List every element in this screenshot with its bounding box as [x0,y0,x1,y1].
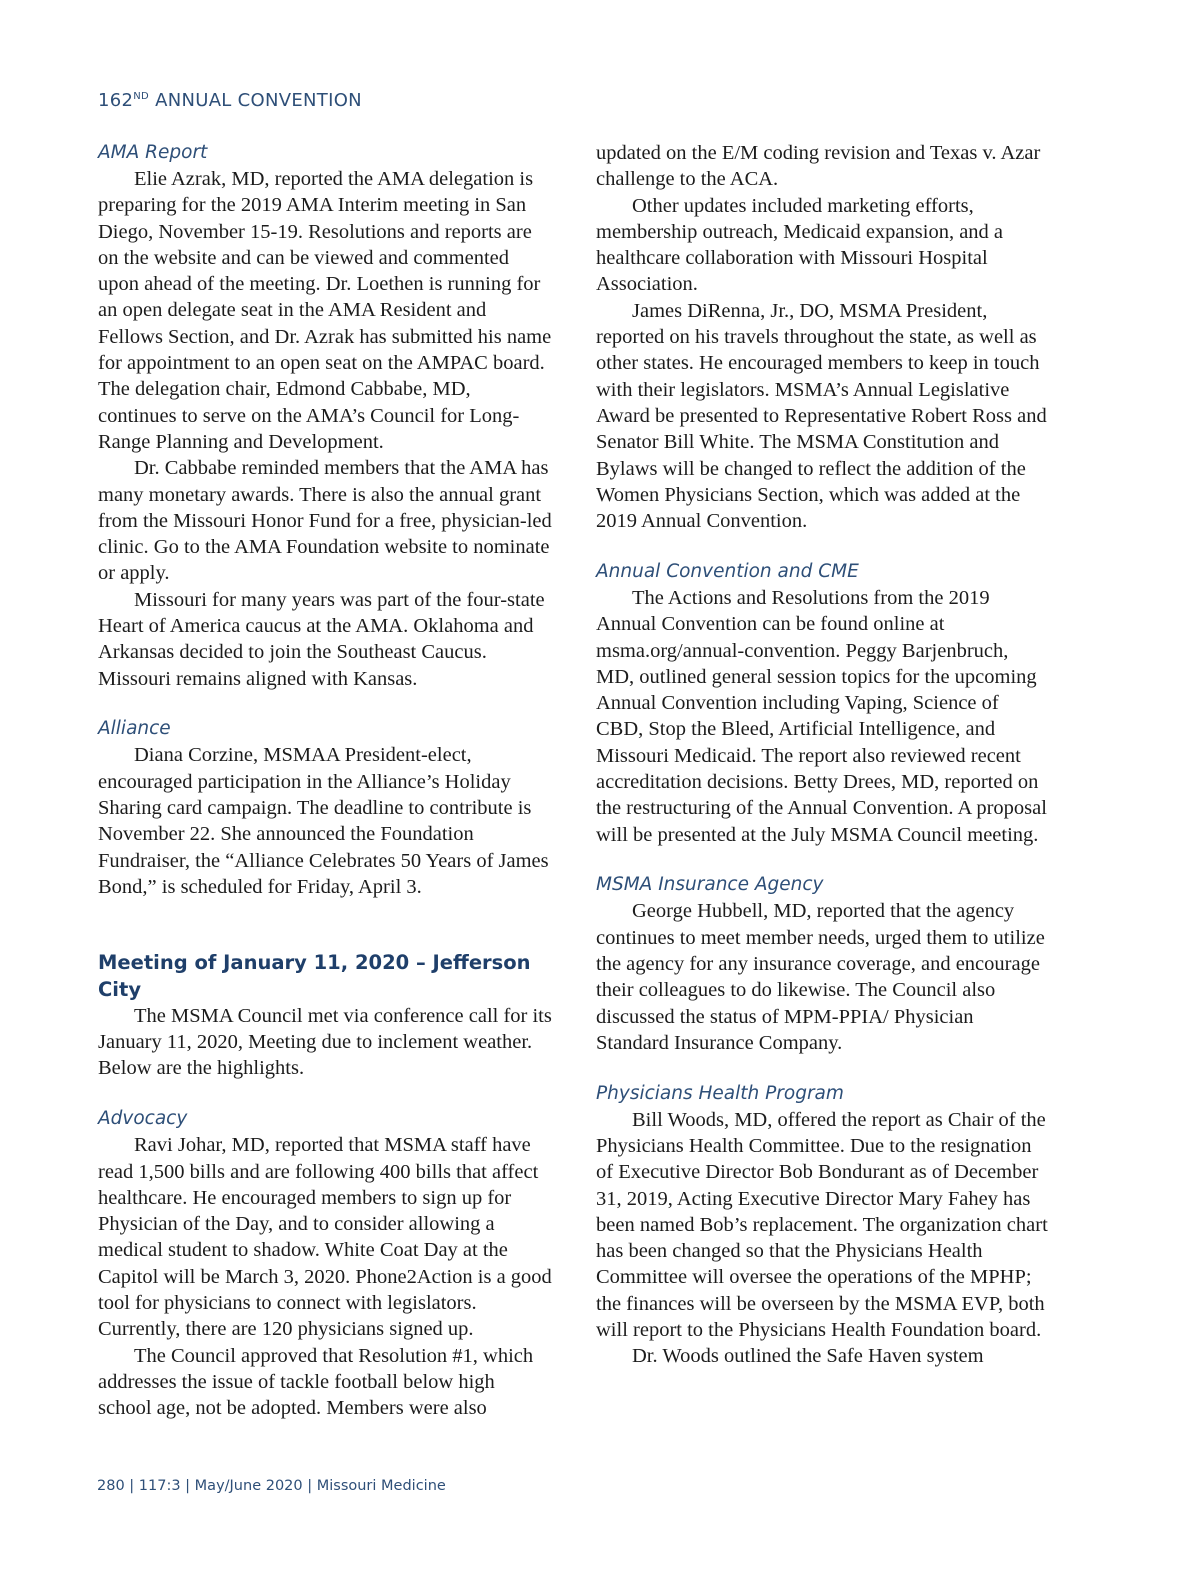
paragraph: Ravi Johar, MD, reported that MSMA staff have read 1,500 bills and are following 400 bills that affect healthcare. He encouraged members to sign up for Physician of the Day, and to consider allowing a medical student to shadow. White Coat Day at the Capitol will be March 3, 2020. Phone2Action is a good tool for physicians to connect with legislators. Currently, there are 120 physicians signed up. [98,1134,552,1341]
paragraph: Bill Woods, MD, offered the report as Chair of the Physicians Health Committee. Due to the resignation of Executive Director Bob Bondurant as of December 31, 2019, Acting Executive Director Mary Fahey has been named Bob’s replacement. The organization chart has been changed so that the Physicians Health Committee will oversee the operations of the MPHP; the finances will be overseen by the MSMA EVP, both will report to the Physicians Health Foundation board. [596,1108,1048,1342]
ordinal-suffix: ND [133,91,150,102]
edition-number: 162 [98,90,134,111]
section-heading-advocacy: Advocacy [98,1108,188,1130]
section-heading-alliance: Alliance [98,718,171,740]
paragraph: James DiRenna, Jr., DO, MSMA President, reported on his travels throughout the state, as well as other states. He encouraged members to keep in touch with their legislators. MSMA’s Annual Legislative Award be presented to Representative Robert Ross and Senator Bill White. The MSMA Constitution and Bylaws will be changed to reflect the addition of the Women Physicians Section, which was added at the 2019 Annual Convention. [596,299,1047,533]
paragraph: Missouri for many years was part of the four-state Heart of America caucus at the AMA. Oklahoma and Arkansas decided to join the Southeast Caucus. Missouri remains aligned with Kansas. [98,588,545,690]
running-head-title: ANNUAL CONVENTION [155,90,362,111]
section-heading-health-program: Physicians Health Program [596,1082,844,1104]
paragraph: Diana Corzine, MSMAA President-elect, encouraged participation in the Alliance’s Holiday Sharing card campaign. The deadline to contribute is November 22. She announced the Foundation Fundraiser, the “Alliance Celebrates 50 Years of James Bond,” is scheduled for Friday, April 3. [98,744,549,898]
paragraph: Dr. Woods outlined the Safe Haven system [632,1345,984,1368]
running-head [98,90,362,111]
paragraph: Elie Azrak, MD, reported the AMA delegation is preparing for the 2019 AMA Interim meeting in San Diego, November 15-19. Resolutions and reports are on the website and can be viewed and commented upon ahead of the meeting. Dr. Loethen is running for an open delegate seat in the AMA Resident and Fellows Section, and Dr. Azrak has submitted his name for appointment to an open seat on the AMPAC board. The delegation chair, Edmond Cabbabe, MD, continues to serve on the AMA’s Council for Long-Range Planning and Development. [98,168,552,453]
paragraph: Dr. Cabbabe reminded members that the AMA has many monetary awards. There is also the annual grant from the Missouri Honor Fund for a free, physician-led clinic. Go to the AMA Foundation website to nominate or apply. [98,457,552,585]
paragraph: George Hubbell, MD, reported that the agency continues to meet member needs, urged them to utilize the agency for any insurance coverage, and encourage their colleagues to do likewise. The Council also discussed the status of MPM-PPIA/ Physician Standard Insurance Company. [596,900,1045,1054]
page-footer: 280 | 117:3 | May/June 2020 | Missouri Medicine [97,1478,446,1494]
left-column [98,140,553,1421]
right-column [596,140,1051,1370]
section-heading-annual-convention: Annual Convention and CME [596,560,859,582]
section-heading-ama-report: AMA Report [98,142,208,163]
paragraph: The Actions and Resolutions from the 2019 Annual Convention can be found online at msma.org/annual-convention. Peggy Barjenbruch, MD, outlined general session topics for the upcoming Annual Convention including Vaping, Science of CBD, Stop the Bleed, Artificial Intelligence, and Missouri Medicaid. The report also reviewed recent accreditation decisions. Betty Drees, MD, reported on the restructuring of the Annual Convention. A proposal will be presented at the July MSMA Council meeting. [596,586,1047,846]
continued-paragraph: updated on the E/M coding revision and Texas v. Azar challenge to the ACA. [596,142,1041,191]
meeting-heading: Meeting of January 11, 2020 – Jefferson City [98,951,531,1001]
section-heading-insurance-agency: MSMA Insurance Agency [596,874,824,896]
paragraph: Other updates included marketing efforts, membership outreach, Medicaid expansion, and a healthcare collaboration with Missouri Hospital Association. [596,194,1004,296]
paragraph: The MSMA Council met via conference call for its January 11, 2020, Meeting due to inclement weather. Below are the highlights. [98,1004,552,1080]
paragraph: The Council approved that Resolution #1, which addresses the issue of tackle football below high school age, not be adopted. Members were also [98,1344,534,1420]
